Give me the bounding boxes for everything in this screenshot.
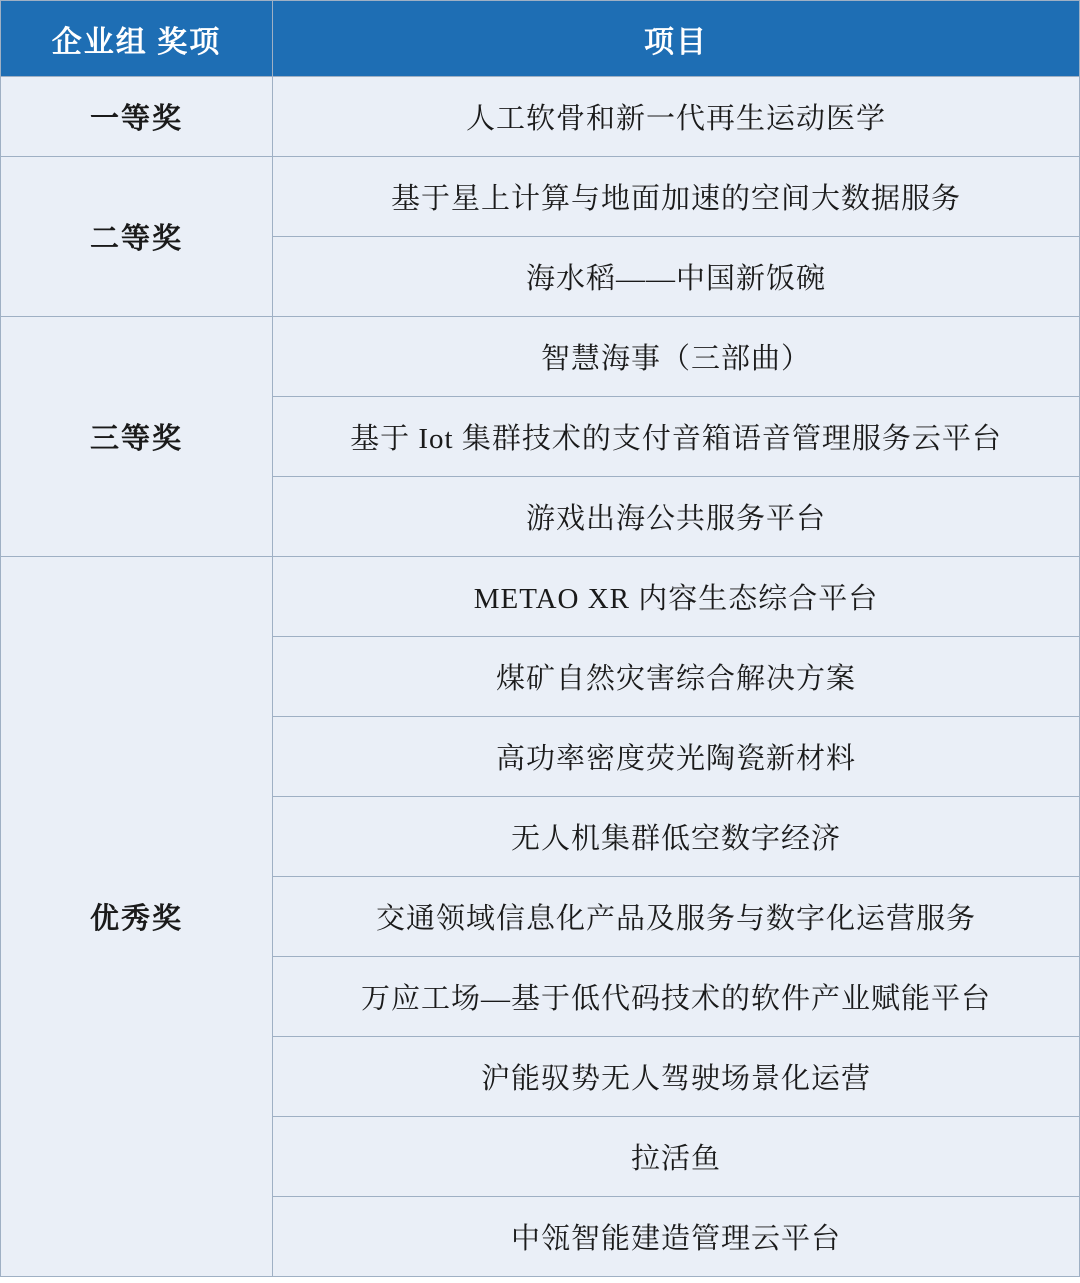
project-name: 万应工场—基于低代码技术的软件产业赋能平台 (273, 957, 1080, 1037)
award-label-second-prize: 二等奖 (1, 157, 273, 317)
project-name: 基于 Iot 集群技术的支付音箱语音管理服务云平台 (273, 397, 1080, 477)
award-label-third-prize: 三等奖 (1, 317, 273, 557)
project-name: 高功率密度荧光陶瓷新材料 (273, 717, 1080, 797)
project-name: 拉活鱼 (273, 1117, 1080, 1197)
project-name: 人工软骨和新一代再生运动医学 (273, 77, 1080, 157)
project-name: 游戏出海公共服务平台 (273, 477, 1080, 557)
award-label-excellence-prize: 优秀奖 (1, 557, 273, 1277)
project-name: METAO XR 内容生态综合平台 (273, 557, 1080, 637)
project-name: 中瓴智能建造管理云平台 (273, 1197, 1080, 1277)
project-name: 交通领域信息化产品及服务与数字化运营服务 (273, 877, 1080, 957)
header-award-group: 企业组 奖项 (1, 1, 273, 77)
project-name: 无人机集群低空数字经济 (273, 797, 1080, 877)
table-header (1, 1, 1080, 77)
project-name: 煤矿自然灾害综合解决方案 (273, 637, 1080, 717)
table-row (1, 317, 1080, 397)
award-label-first-prize: 一等奖 (1, 77, 273, 157)
table-row (1, 77, 1080, 157)
header-project: 项目 (273, 1, 1080, 77)
table-body (1, 77, 1080, 1277)
project-name: 海水稻——中国新饭碗 (273, 237, 1080, 317)
project-name: 智慧海事（三部曲） (273, 317, 1080, 397)
table-row (1, 157, 1080, 237)
project-name: 基于星上计算与地面加速的空间大数据服务 (273, 157, 1080, 237)
table-header-row (1, 1, 1080, 77)
table-row (1, 557, 1080, 637)
project-name: 沪能驭势无人驾驶场景化运营 (273, 1037, 1080, 1117)
